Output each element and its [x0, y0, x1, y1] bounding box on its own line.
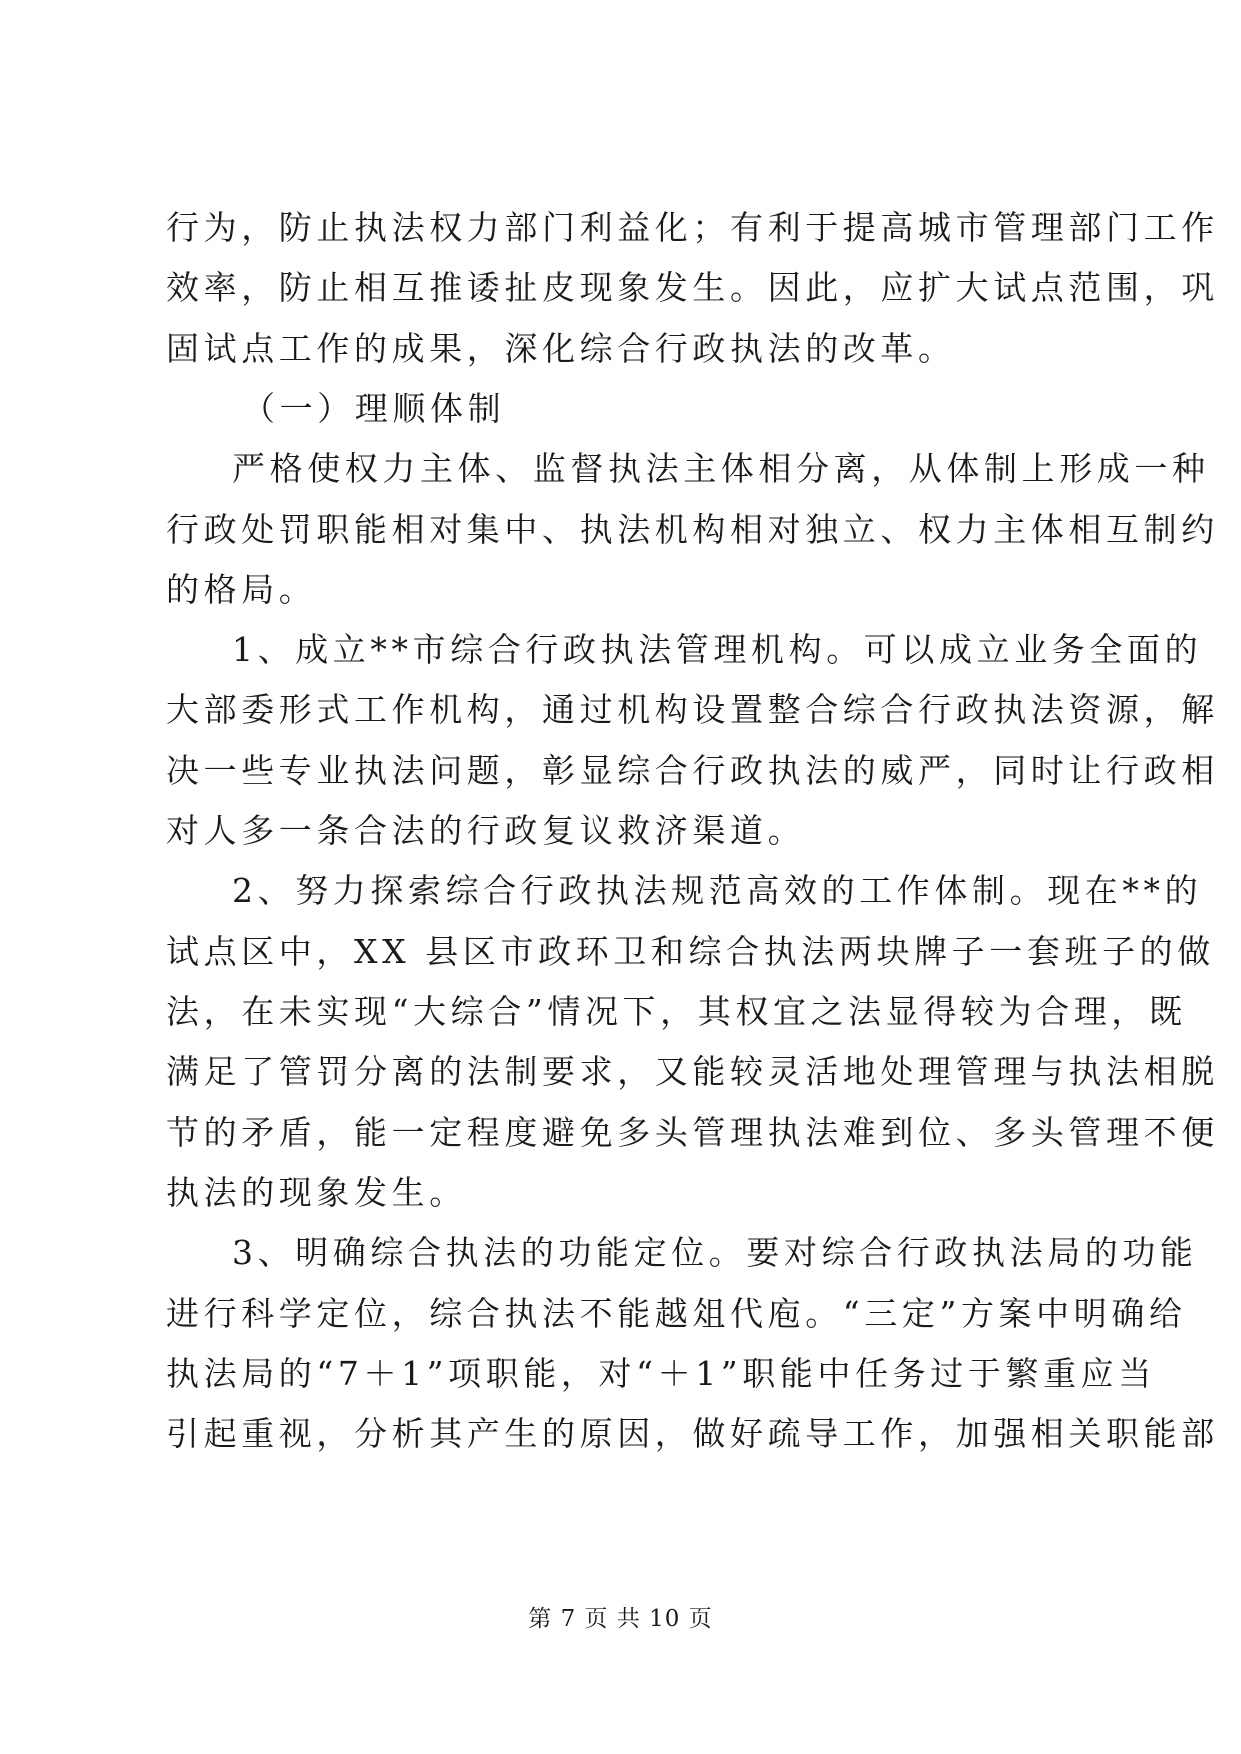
body-text-line: 行政处罚职能相对集中、执法机构相对独立、权力主体相互制约 — [166, 510, 1219, 549]
body-text-line: 执法局的“7＋1”项职能，对“＋1”职能中任务过于繁重应当 — [166, 1354, 1156, 1393]
body-text-line: 对人多一条合法的行政复议救济渠道。 — [166, 811, 806, 850]
body-text-line: 满足了管罚分离的法制要求，又能较灵活地处理管理与执法相脱 — [166, 1052, 1219, 1091]
body-text-line: 决一些专业执法问题，彰显综合行政执法的威严，同时让行政相 — [166, 751, 1219, 790]
body-text-line: 法，在未实现“大综合”情况下，其权宜之法显得较为合理，既 — [166, 992, 1187, 1031]
body-text-line: 1、成立**市综合行政执法管理机构。可以成立业务全面的 — [232, 630, 1203, 669]
page-number-footer: 第 7 页 共 10 页 — [528, 1606, 713, 1632]
body-text-line: 试点区中，XX 县区市政环卫和综合执法两块牌子一套班子的做 — [166, 932, 1215, 971]
body-text-line: 固试点工作的成果，深化综合行政执法的改革。 — [166, 329, 956, 368]
body-text-line: 的格局。 — [166, 570, 317, 609]
body-text-line: 大部委形式工作机构，通过机构设置整合综合行政执法资源，解 — [166, 690, 1219, 729]
body-text-line: 严格使权力主体、监督执法主体相分离，从体制上形成一种 — [232, 449, 1210, 488]
body-text-line: 引起重视，分析其产生的原因，做好疏导工作，加强相关职能部 — [166, 1414, 1219, 1453]
body-text-line: 行为，防止执法权力部门利益化；有利于提高城市管理部门工作 — [166, 208, 1219, 247]
body-text-line: 3、明确综合执法的功能定位。要对综合行政执法局的功能 — [232, 1233, 1198, 1272]
body-text-line: 节的矛盾，能一定程度避免多头管理执法难到位、多头管理不便 — [166, 1113, 1219, 1152]
body-text-line: 进行科学定位，综合执法不能越俎代庖。“三定”方案中明确给 — [166, 1294, 1187, 1333]
body-text-line: 执法的现象发生。 — [166, 1173, 467, 1212]
section-heading: （一）理顺体制 — [242, 389, 506, 428]
body-text-line: 2、努力探索综合行政执法规范高效的工作体制。现在**的 — [232, 871, 1203, 910]
body-text-line: 效率，防止相互推诿扯皮现象发生。因此，应扩大试点范围，巩 — [166, 268, 1219, 307]
